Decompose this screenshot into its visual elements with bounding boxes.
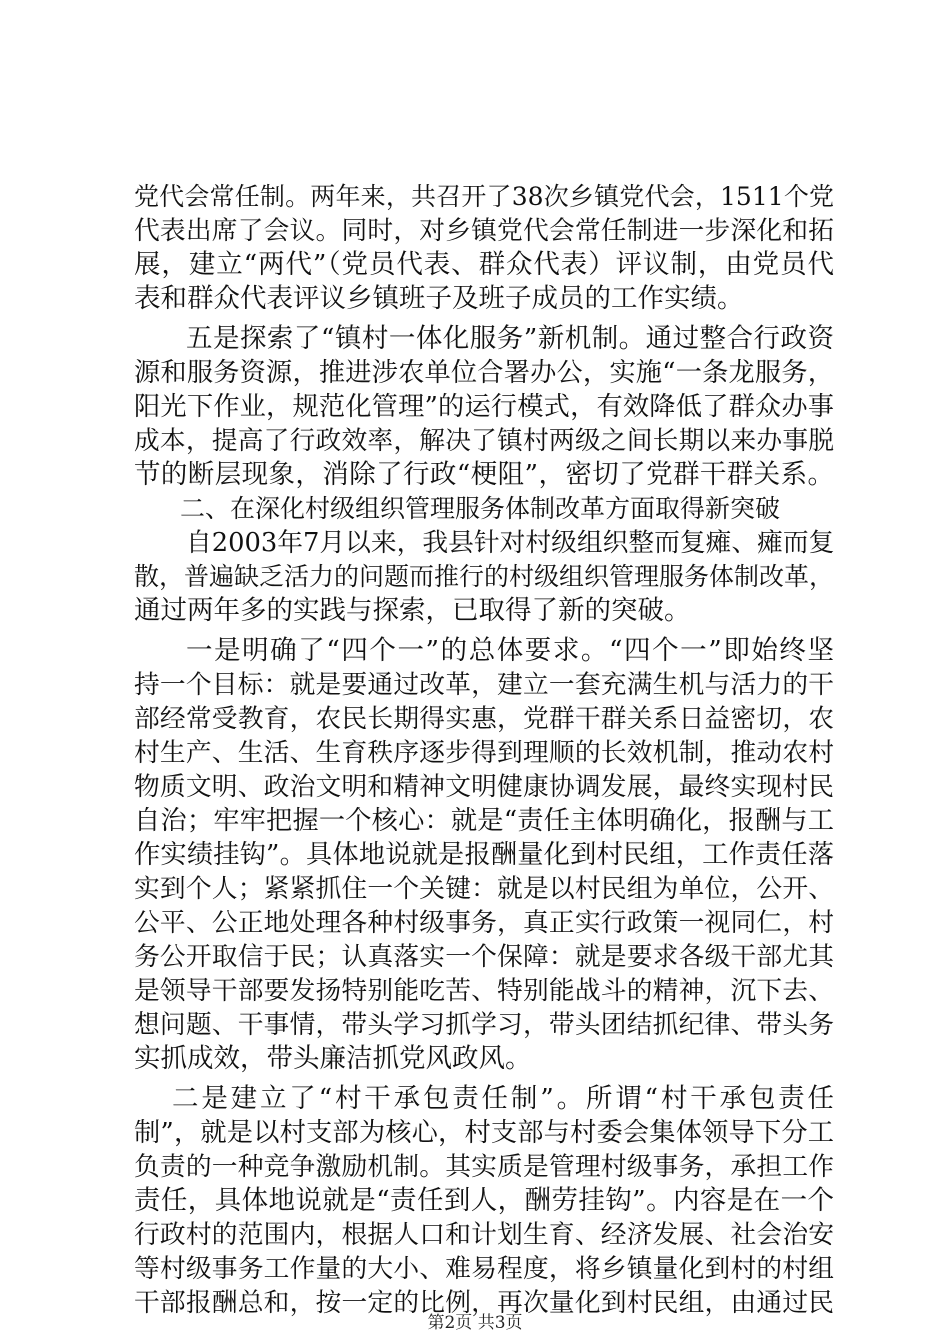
text-line: 持一个目标：就是要通过改革，建立一套充满生机与活力的干 [134,670,834,700]
text-line: 源和服务资源，推进涉农单位合署办公，实施“一条龙服务， [134,358,834,388]
page-number-footer: 第2页 共3页 [427,1313,523,1333]
text-line: 通过两年多的实践与探索，已取得了新的突破。 [134,595,691,626]
text-line: 一是明确了“四个一”的总体要求。“四个一”即始终坚 [186,635,834,666]
text-line: 党代会常任制。两年来，共召开了38次乡镇党代会，1511个党 [134,182,834,211]
text-line: 干部报酬总和，按一定的比例，再次量化到村民组，由通过民 [134,1288,834,1318]
text-line: 负责的一种竞争激励机制。其实质是管理村级事务，承担工作 [134,1152,834,1182]
text-line: 务公开取信于民；认真落实一个保障：就是要求各级干部尤其 [134,942,834,972]
text-line: 村生产、生活、生育秩序逐步得到理顺的长效机制，推动农村 [134,738,834,768]
text-line: 五是探索了“镇村一体化服务”新机制。通过整合行政资 [186,323,834,354]
text-line: 散，普遍缺乏活力的问题而推行的村级组织管理服务体制改革， [134,562,835,591]
text-line: 成本，提高了行政效率，解决了镇村两级之间长期以来办事脱 [134,426,834,456]
text-line: 责任，具体地说就是“责任到人，酬劳挂钩”。内容是在一个 [134,1185,834,1216]
text-line: 节的断层现象，消除了行政“梗阻”，密切了党群干群关系。 [134,459,834,490]
section-heading: 二、在深化村级组织管理服务体制改革方面取得新突破 [180,494,781,523]
text-line: 自2003年7月以来，我县针对村级组织整而复瘫、瘫而复 [186,528,835,558]
text-line: 表和群众代表评议乡镇班子及班子成员的工作实绩。 [134,283,744,314]
text-line: 实抓成效，带头廉洁抓党风政风。 [134,1043,532,1074]
text-line: 公平、公正地处理各种村级事务，真正实行政策一视同仁，村 [134,908,834,938]
text-line: 自治；牢牢把握一个核心：就是“责任主体明确化，报酬与工 [134,806,834,836]
text-line: 二是建立了“村干承包责任制”。所谓“村干承包责任 [172,1083,834,1114]
text-line: 等村级事务工作量的大小、难易程度，将乡镇量化到村的村组 [134,1254,834,1284]
text-line: 是领导干部要发扬特别能吃苦、特别能战斗的精神，沉下去、 [134,976,834,1006]
text-line: 作实绩挂钩”。具体地说就是报酬量化到村民组，工作责任落 [134,840,834,870]
text-line: 实到个人；紧紧抓住一个关键：就是以村民组为单位，公开、 [134,874,834,904]
text-line: 展，建立“两代”（党员代表、群众代表）评议制，由党员代 [134,249,834,280]
text-line: 部经常受教育，农民长期得实惠，党群干群关系日益密切，农 [134,704,834,734]
text-line: 阳光下作业，规范化管理”的运行模式，有效降低了群众办事 [134,392,834,422]
text-line: 代表出席了会议。同时，对乡镇党代会常任制进一步深化和拓 [134,216,834,246]
text-line: 制”，就是以村支部为核心，村支部与村委会集体领导下分工 [134,1118,834,1148]
text-line: 想问题、干事情，带头学习抓学习，带头团结抓纪律、带头务 [134,1010,834,1040]
text-line: 行政村的范围内，根据人口和计划生育、经济发展、社会治安 [134,1220,834,1250]
text-line: 物质文明、政治文明和精神文明健康协调发展，最终实现村民 [134,772,834,802]
